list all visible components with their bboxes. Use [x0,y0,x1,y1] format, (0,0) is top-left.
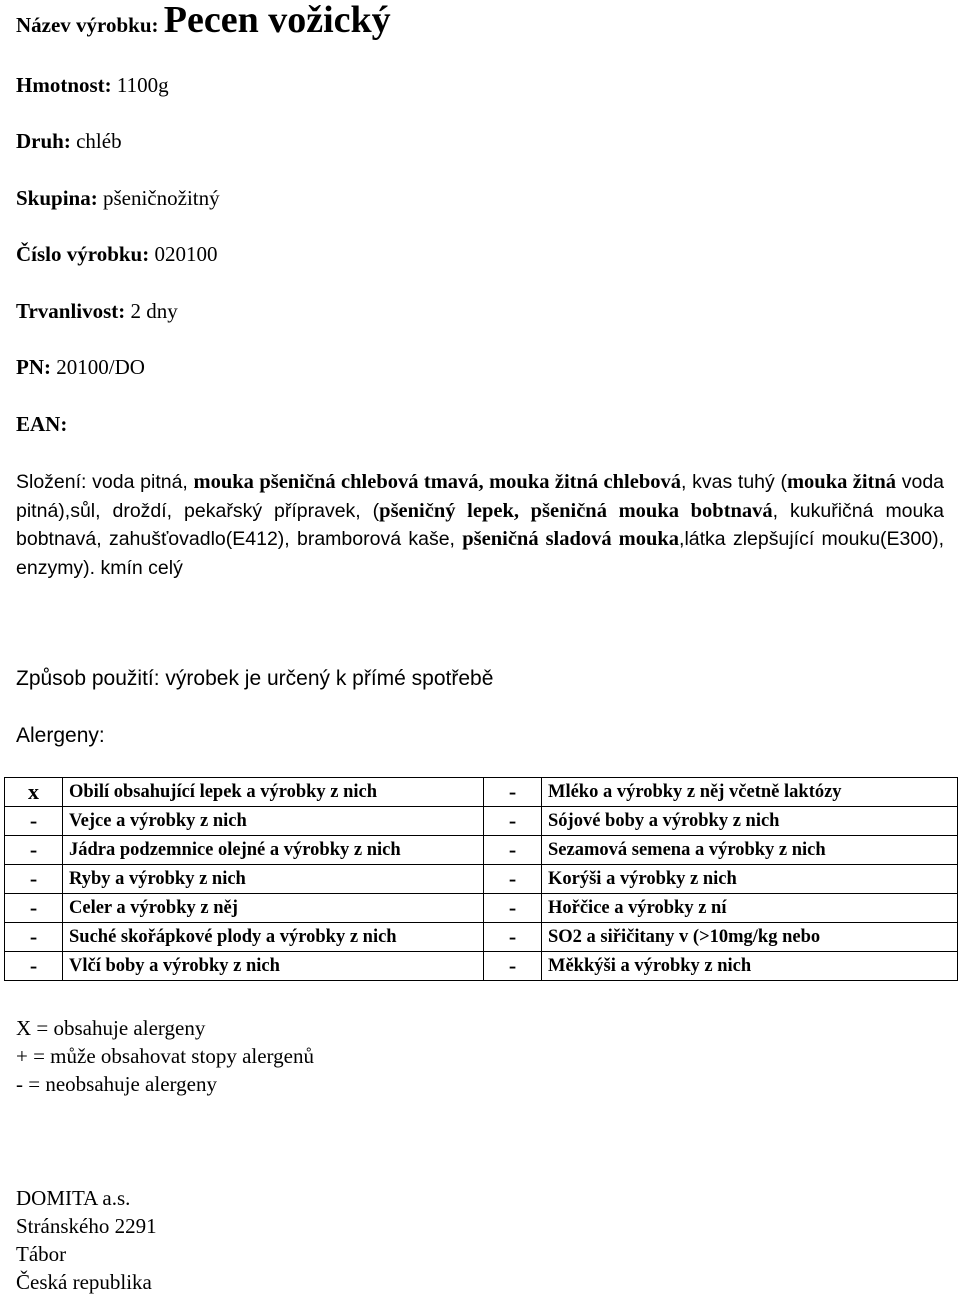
allergen-legend [16,1014,314,1098]
allergen-status: x [5,778,63,807]
usage-label: Způsob použití: [16,667,160,690]
field-value: pšeničnožitný [97,186,220,210]
legend-item: X = obsahuje alergeny [16,1016,206,1040]
field-ean [16,412,67,437]
product-title [16,0,391,42]
composition-part: Složení: voda pitná, [16,471,194,493]
company-name: DOMITA a.s. [16,1186,131,1210]
allergen-status: - [5,865,63,894]
allergen-status: - [484,952,542,981]
field-type [16,129,122,154]
allergen-status: - [5,923,63,952]
allergen-name: Měkkýši a výrobky z nich [542,952,958,981]
allergen-status: - [484,836,542,865]
usage-value: výrobek je určený k přímé spotřebě [159,667,494,690]
allergen-row [5,894,958,923]
allergens-heading: Alergeny: [16,724,105,747]
allergen-status: - [484,778,542,807]
allergen-status: - [5,836,63,865]
allergen-name: Obilí obsahující lepek a výrobky z nich [63,778,484,807]
allergen-row [5,952,958,981]
field-label: Číslo výrobku: [16,242,150,266]
city: Tábor [16,1242,67,1266]
composition-part: , kukuřičná mouka bobtnavá, zahušťovadlo(E412), bramborová kaše, [16,499,944,550]
allergen-name: Hořčice a výrobky z ní [542,894,958,923]
product-name: Pecen vožický [163,0,391,41]
allergen-row [5,923,958,952]
street: Stránského 2291 [16,1214,157,1238]
allergen-name: Vejce a výrobky z nich [63,807,484,836]
allergen-name: Sezamová semena a výrobky z nich [542,836,958,865]
field-weight [16,73,169,98]
field-label: PN: [16,355,51,379]
allergen-name: Jádra podzemnice olejné a výrobky z nich [63,836,484,865]
allergen-name: SO2 a siřičitany v (>10mg/kg nebo [542,923,958,952]
allergen-status: - [484,894,542,923]
legend-item: - = neobsahuje alergeny [16,1072,217,1096]
allergen-status: - [5,894,63,923]
allergen-name: Ryby a výrobky z nich [63,865,484,894]
field-label: Trvanlivost: [16,299,126,323]
field-group [16,186,220,211]
product-title-label: Název výrobku [16,13,152,37]
legend-item: + = může obsahovat stopy alergenů [16,1044,314,1068]
composition-part-bold: pšeničný lepek, pšeničná mouka bobtnavá [379,499,773,522]
composition-part: , kvas tuhý ( [681,471,787,493]
field-shelf-life [16,299,178,324]
field-value: chléb [70,129,122,153]
allergen-status: - [5,952,63,981]
allergen-name: Suché skořápkové plody a výrobky z nich [63,923,484,952]
country: Česká republika [16,1270,152,1294]
field-value: 020100 [149,242,218,266]
field-label: Druh: [16,129,71,153]
allergen-name: Korýši a výrobky z nich [542,865,958,894]
allergen-status: - [484,807,542,836]
field-value: 20100/DO [51,355,145,379]
composition-part: voda pitná),sůl, droždí, pekařský přípravek, ( [16,471,945,522]
allergens-table [4,777,958,981]
allergen-name: Sójové boby a výrobky z nich [542,807,958,836]
allergen-row [5,807,958,836]
field-label: Skupina: [16,186,98,210]
manufacturer-address [16,1184,157,1296]
allergen-name: Celer a výrobky z něj [63,894,484,923]
field-label: Hmotnost: [16,73,112,97]
composition-part-bold: pšeničná sladová mouka [462,528,680,550]
allergen-name: Mléko a výrobky z něj včetně laktózy [542,778,958,807]
allergen-row [5,836,958,865]
composition-part-bold: mouka žitná [786,471,897,493]
composition-part: ,látka zlepšující mouku(E300), enzymy). kmín celý [16,528,945,579]
usage-line [16,667,493,691]
field-value: 1100g [111,73,169,97]
field-value: 2 dny [125,299,178,323]
allergen-status: - [484,923,542,952]
allergen-row [5,865,958,894]
allergen-status: - [5,807,63,836]
allergen-name: Vlčí boby a výrobky z nich [63,952,484,981]
allergen-row [5,778,958,807]
composition-part-bold: mouka pšeničná chlebová tmavá, mouka žitná chlebová [193,471,681,493]
title-colon: : [151,13,164,37]
field-label: EAN: [16,412,68,436]
field-product-number [16,242,217,267]
composition-text [16,468,944,582]
field-pn [16,355,145,380]
allergen-status: - [484,865,542,894]
